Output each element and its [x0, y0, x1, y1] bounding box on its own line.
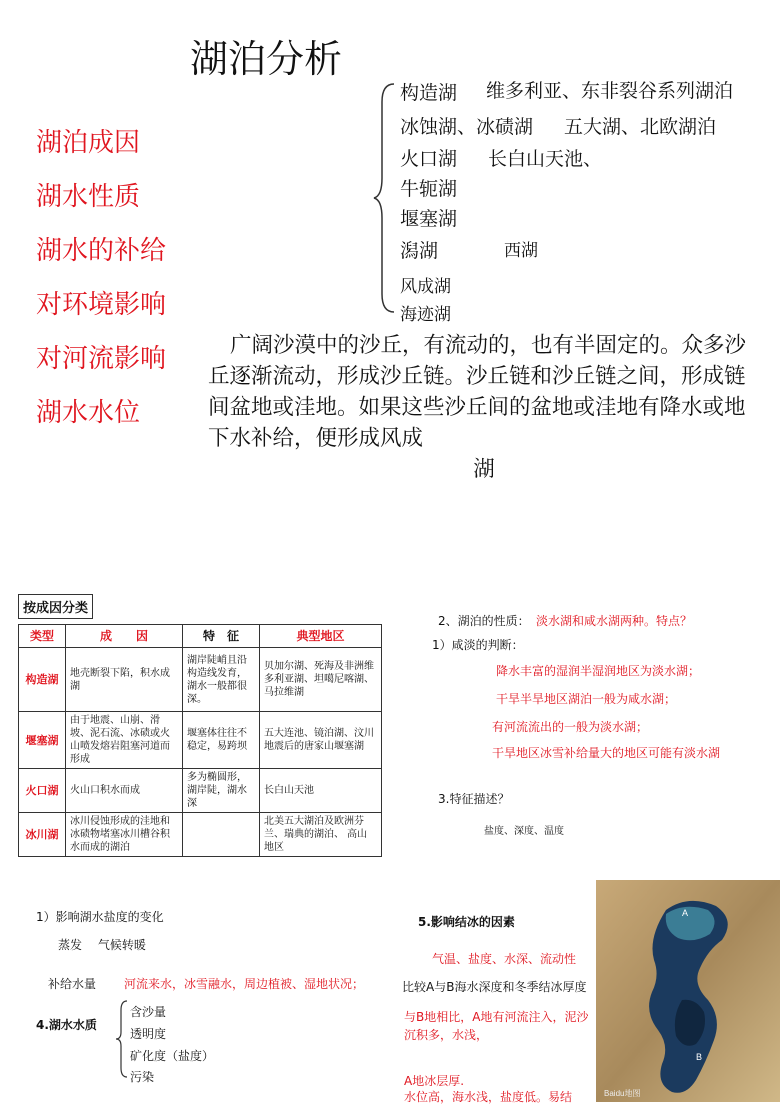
lake-example: 西湖 [504, 241, 538, 261]
topic-item: 对河流影响 [36, 344, 167, 374]
table-row [19, 813, 382, 857]
table-cell: 北美五大湖泊及欧洲芬兰、瑞典的湖泊、 高山地区 [260, 813, 382, 857]
lake-type: 堰塞湖 [400, 208, 458, 230]
compare-answer: A地冰层厚. [404, 1074, 465, 1088]
lake-type: 风成湖 [400, 277, 451, 297]
lake-type: 构造湖 [400, 82, 458, 104]
factors-line: 蒸发 气候转暖 [58, 938, 146, 952]
lake-type: 冰蚀湖、冰碛湖 [400, 116, 534, 138]
salinity-factors-heading: 1）影响湖水盐度的变化 [36, 910, 164, 924]
lake-example: 长白山天池、 [488, 148, 603, 170]
column-header: 成 因 [66, 625, 183, 648]
feature-heading: 3.特征描述？ [438, 792, 510, 806]
topic-item: 湖水水位 [36, 398, 141, 428]
freeze-factors: 气温、盐度、水深、流动性 [432, 952, 577, 966]
table-header-row [19, 625, 382, 648]
feature-items: 盐度、深度、温度 [484, 826, 564, 837]
topic-item: 湖水性质 [36, 182, 141, 212]
quality-heading: 4.湖水水质 [36, 1018, 97, 1032]
lake-type: 潟湖 [400, 240, 439, 262]
quality-item: 污染 [130, 1070, 155, 1084]
paragraph-text-end: 湖 [473, 457, 495, 482]
table-cell: 贝加尔湖、死海及非洲维多利亚湖、坦噶尼喀湖、马拉维湖 [260, 648, 382, 712]
lake-example: 维多利亚、东非裂谷系列湖泊 [486, 80, 734, 102]
brace-icon [115, 1000, 129, 1078]
topic-item: 对环境影响 [36, 290, 167, 320]
table-cell: 冰川侵蚀形成的洼地和冰碛物堵塞冰川槽谷积水而成的湖泊 [66, 813, 183, 857]
map-label-a: A [682, 908, 689, 918]
table-row [19, 712, 382, 769]
topic-item: 湖泊成因 [36, 128, 141, 158]
table-cell: 多为椭圆形，湖岸陡，湖水深 [183, 769, 260, 813]
table-cell: 冰川湖 [19, 813, 66, 857]
topic-item: 湖水的补给 [36, 236, 167, 266]
salinity-rule: 干旱半旱地区湖泊一般为咸水湖； [496, 692, 677, 706]
table-cell: 构造湖 [19, 648, 66, 712]
table-cell: 五大连池、镜泊湖、汶川地震后的唐家山堰塞湖 [260, 712, 382, 769]
table-cell: 湖岸陡峭且沿构造线发育，湖水一般都很深。 [183, 648, 260, 712]
lake-type: 火口湖 [400, 148, 458, 170]
compare-question: 比较A与B海水深度和冬季结冰厚度 [402, 980, 587, 994]
column-header: 典型地区 [260, 625, 382, 648]
brace-icon [372, 82, 396, 314]
lake-example: 五大湖、北欧湖泊 [564, 116, 717, 138]
compare-answer: 水位高，海水浅，盐度低。易结 [404, 1090, 573, 1104]
quality-item: 含沙量 [130, 1005, 167, 1019]
page-title: 湖泊分析 [190, 37, 343, 81]
quality-item: 矿化度（盐度） [130, 1049, 215, 1063]
satellite-map-image [596, 880, 780, 1102]
table-cell: 由于地震、山崩、滑坡、泥石流、冰碛或火山喷发熔岩阻塞河道而形成 [66, 712, 183, 769]
column-header: 特 征 [183, 625, 260, 648]
supply-items: 河流来水，冰雪融水，周边植被、湿地状况； [124, 977, 365, 991]
table-cell: 火口湖 [19, 769, 66, 813]
lake-type: 海迹湖 [400, 305, 451, 325]
freeze-heading: 5.影响结冰的因素 [418, 915, 515, 929]
table-title: 按成因分类 [18, 594, 93, 619]
supply-label: 补给水量 [48, 977, 97, 991]
table-row [19, 648, 382, 712]
table-cell: 堰塞湖 [19, 712, 66, 769]
compare-answer: 与B地相比，A地有河流注入，泥沙沉积多，水浅， [404, 1010, 589, 1042]
table-cell [183, 813, 260, 857]
table-cell: 长白山天池 [260, 769, 382, 813]
salinity-heading: 1）咸淡的判断： [432, 638, 524, 652]
quality-item: 透明度 [130, 1027, 167, 1041]
wind-lake-paragraph [208, 330, 760, 485]
salinity-rule: 有河流流出的一般为淡水湖； [492, 720, 649, 734]
map-label-b: B [696, 1052, 703, 1062]
nature-note: 淡水湖和咸水湖两种。特点？ [536, 614, 693, 628]
lake-type: 牛轭湖 [400, 178, 458, 200]
paragraph-text: 广阔沙漠中的沙丘，有流动的，也有半固定的。众多沙丘逐渐流动，形成沙丘链。沙丘链和沙丘链之间，形成链间盆地或洼地。如果这些沙丘间的盆地或洼地有降水或地下水补给，便形成风成 [208, 333, 747, 451]
nature-heading: 2、湖泊的性质： [438, 614, 530, 628]
map-watermark: Baidu地图 [604, 1089, 641, 1098]
lake-origin-table [18, 624, 382, 857]
salinity-rule: 降水丰富的湿润半湿润地区为淡水湖； [496, 664, 701, 678]
salinity-rule: 干旱地区冰雪补给量大的地区可能有淡水湖 [492, 746, 721, 760]
table-row [19, 769, 382, 813]
table-cell: 地壳断裂下陷，积水成湖 [66, 648, 183, 712]
column-header: 类型 [19, 625, 66, 648]
table-cell: 火山口积水而成 [66, 769, 183, 813]
table-cell: 堰塞体往往不稳定，易跨坝 [183, 712, 260, 769]
